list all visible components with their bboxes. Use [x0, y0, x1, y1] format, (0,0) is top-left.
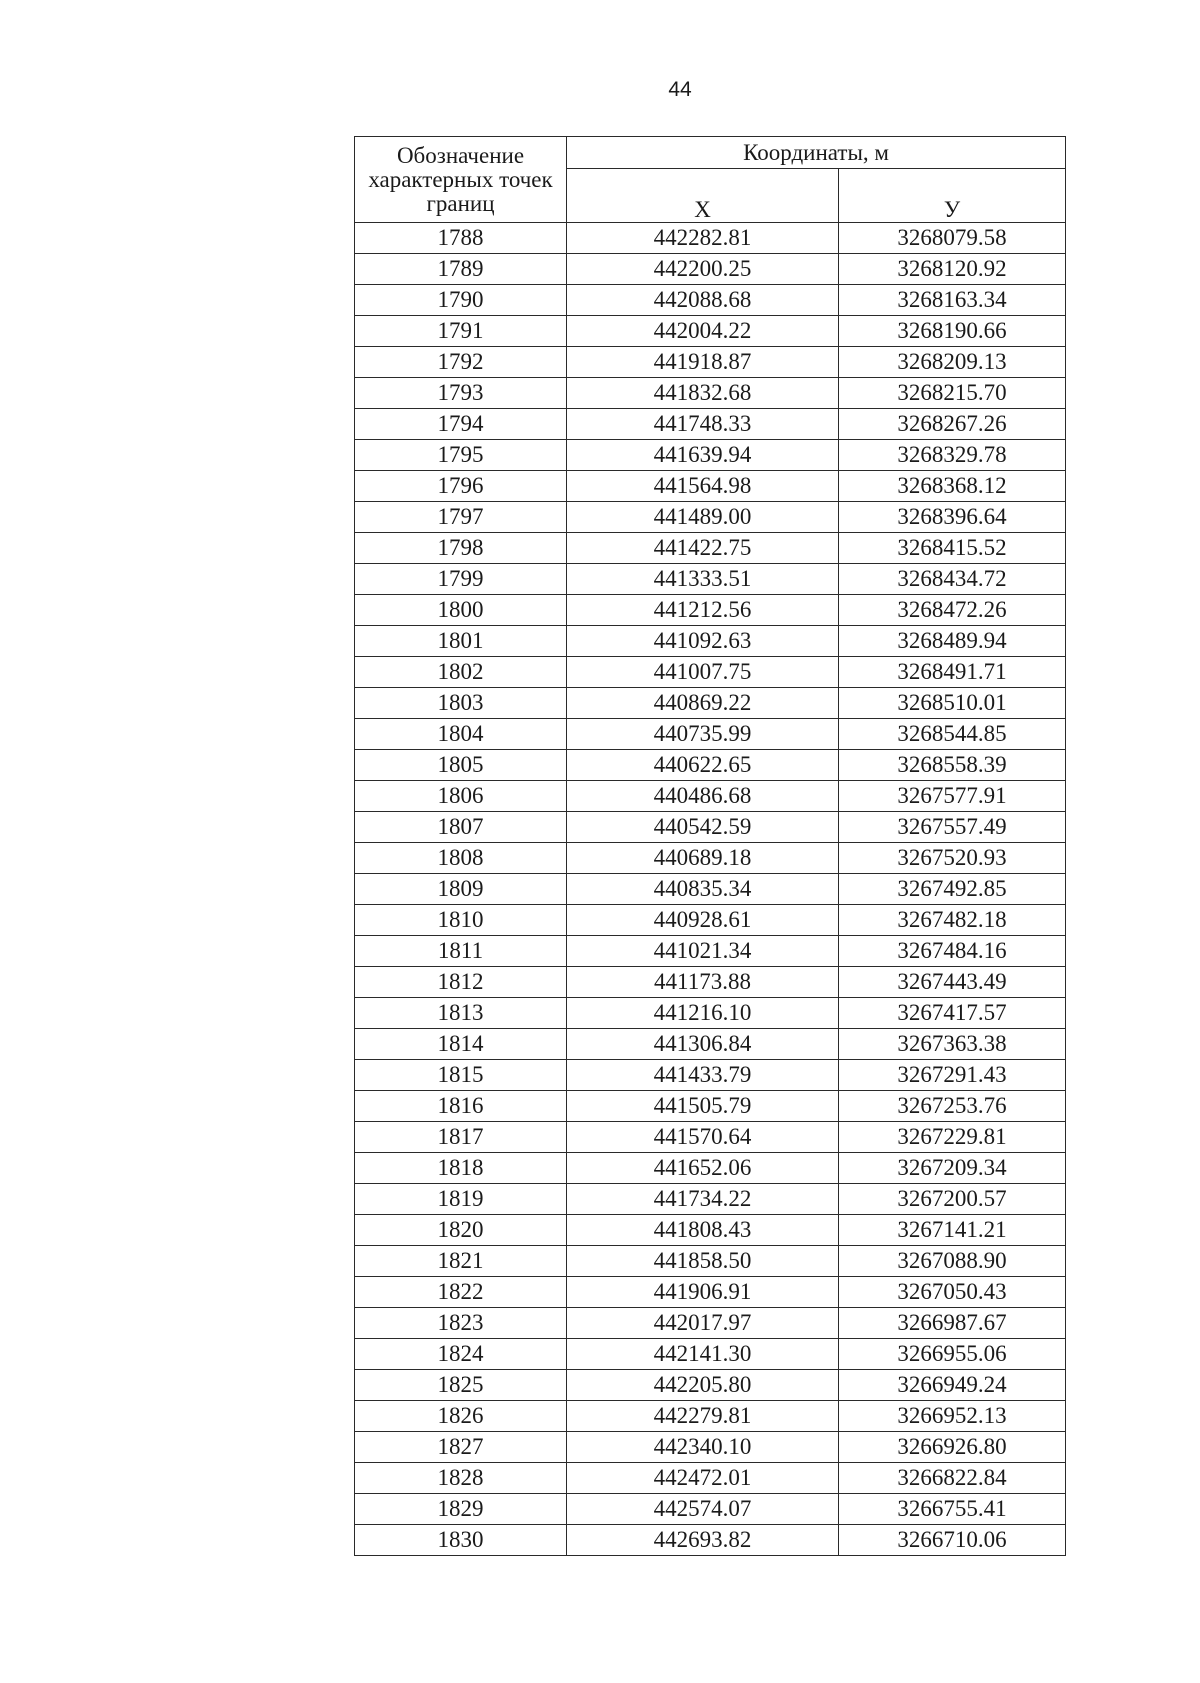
- point-cell: 1799: [355, 564, 567, 595]
- point-cell: 1789: [355, 254, 567, 285]
- y-cell: 3267253.76: [839, 1091, 1066, 1122]
- point-cell: 1796: [355, 471, 567, 502]
- point-cell: 1801: [355, 626, 567, 657]
- y-cell: 3268472.26: [839, 595, 1066, 626]
- x-cell: 441564.98: [567, 471, 839, 502]
- y-cell: 3268510.01: [839, 688, 1066, 719]
- point-cell: 1806: [355, 781, 567, 812]
- x-cell: 440869.22: [567, 688, 839, 719]
- y-cell: 3266949.24: [839, 1370, 1066, 1401]
- x-cell: 441906.91: [567, 1277, 839, 1308]
- point-cell: 1788: [355, 223, 567, 254]
- point-cell: 1791: [355, 316, 567, 347]
- x-cell: 442340.10: [567, 1432, 839, 1463]
- y-cell: 3267050.43: [839, 1277, 1066, 1308]
- point-cell: 1818: [355, 1153, 567, 1184]
- y-cell: 3268215.70: [839, 378, 1066, 409]
- y-cell: 3268120.92: [839, 254, 1066, 285]
- point-cell: 1804: [355, 719, 567, 750]
- point-cell: 1814: [355, 1029, 567, 1060]
- point-cell: 1829: [355, 1494, 567, 1525]
- table-row: [355, 936, 1066, 967]
- y-cell: 3267417.57: [839, 998, 1066, 1029]
- table-row: [355, 998, 1066, 1029]
- table-row: [355, 874, 1066, 905]
- x-cell: 442472.01: [567, 1463, 839, 1494]
- y-cell: 3267492.85: [839, 874, 1066, 905]
- y-cell: 3267363.38: [839, 1029, 1066, 1060]
- table-row: [355, 223, 1066, 254]
- point-cell: 1827: [355, 1432, 567, 1463]
- coordinates-table: [354, 136, 1066, 1556]
- point-cell: 1797: [355, 502, 567, 533]
- table-row: [355, 440, 1066, 471]
- point-cell: 1816: [355, 1091, 567, 1122]
- y-cell: 3266822.84: [839, 1463, 1066, 1494]
- table-row: [355, 1277, 1066, 1308]
- y-cell: 3267209.34: [839, 1153, 1066, 1184]
- point-cell: 1825: [355, 1370, 567, 1401]
- table-row: [355, 502, 1066, 533]
- header-y: У: [839, 169, 1066, 223]
- x-cell: 441433.79: [567, 1060, 839, 1091]
- table-row: [355, 1463, 1066, 1494]
- y-cell: 3266987.67: [839, 1308, 1066, 1339]
- table-row: [355, 1184, 1066, 1215]
- x-cell: 441489.00: [567, 502, 839, 533]
- x-cell: 442004.22: [567, 316, 839, 347]
- x-cell: 441808.43: [567, 1215, 839, 1246]
- point-cell: 1790: [355, 285, 567, 316]
- point-cell: 1802: [355, 657, 567, 688]
- point-cell: 1813: [355, 998, 567, 1029]
- table-row: [355, 1122, 1066, 1153]
- y-cell: 3266955.06: [839, 1339, 1066, 1370]
- table-row: [355, 533, 1066, 564]
- x-cell: 442088.68: [567, 285, 839, 316]
- table-row: [355, 1091, 1066, 1122]
- header-x: Х: [567, 169, 839, 223]
- x-cell: 440928.61: [567, 905, 839, 936]
- page-number: 44: [668, 78, 692, 101]
- y-cell: 3268489.94: [839, 626, 1066, 657]
- x-cell: 441748.33: [567, 409, 839, 440]
- table-row: [355, 378, 1066, 409]
- point-cell: 1828: [355, 1463, 567, 1494]
- table-row: [355, 905, 1066, 936]
- point-cell: 1820: [355, 1215, 567, 1246]
- point-cell: 1819: [355, 1184, 567, 1215]
- point-cell: 1811: [355, 936, 567, 967]
- y-cell: 3268544.85: [839, 719, 1066, 750]
- table-row: [355, 409, 1066, 440]
- x-cell: 441306.84: [567, 1029, 839, 1060]
- y-cell: 3268267.26: [839, 409, 1066, 440]
- point-cell: 1810: [355, 905, 567, 936]
- x-cell: 440689.18: [567, 843, 839, 874]
- x-cell: 441216.10: [567, 998, 839, 1029]
- y-cell: 3267557.49: [839, 812, 1066, 843]
- x-cell: 441832.68: [567, 378, 839, 409]
- table-row: [355, 1060, 1066, 1091]
- x-cell: 442282.81: [567, 223, 839, 254]
- x-cell: 441858.50: [567, 1246, 839, 1277]
- x-cell: 442017.97: [567, 1308, 839, 1339]
- header-point-designation: Обозначение характерных точек границ: [355, 137, 567, 223]
- point-cell: 1824: [355, 1339, 567, 1370]
- table-row: [355, 1370, 1066, 1401]
- y-cell: 3268163.34: [839, 285, 1066, 316]
- table-row: [355, 1401, 1066, 1432]
- table-row: [355, 347, 1066, 378]
- y-cell: 3268491.71: [839, 657, 1066, 688]
- point-cell: 1830: [355, 1525, 567, 1556]
- point-cell: 1812: [355, 967, 567, 998]
- y-cell: 3267443.49: [839, 967, 1066, 998]
- table-row: [355, 626, 1066, 657]
- x-cell: 441212.56: [567, 595, 839, 626]
- x-cell: 442574.07: [567, 1494, 839, 1525]
- point-cell: 1815: [355, 1060, 567, 1091]
- table-row: [355, 564, 1066, 595]
- y-cell: 3267141.21: [839, 1215, 1066, 1246]
- y-cell: 3268329.78: [839, 440, 1066, 471]
- x-cell: 440542.59: [567, 812, 839, 843]
- x-cell: 441570.64: [567, 1122, 839, 1153]
- table-row: [355, 1246, 1066, 1277]
- x-cell: 441173.88: [567, 967, 839, 998]
- table-row: [355, 750, 1066, 781]
- point-cell: 1821: [355, 1246, 567, 1277]
- y-cell: 3268558.39: [839, 750, 1066, 781]
- table-row: [355, 595, 1066, 626]
- point-cell: 1822: [355, 1277, 567, 1308]
- y-cell: 3266755.41: [839, 1494, 1066, 1525]
- x-cell: 440622.65: [567, 750, 839, 781]
- x-cell: 442141.30: [567, 1339, 839, 1370]
- table-row: [355, 657, 1066, 688]
- table-row: [355, 843, 1066, 874]
- table-row: [355, 688, 1066, 719]
- table-row: [355, 1494, 1066, 1525]
- y-cell: 3268396.64: [839, 502, 1066, 533]
- x-cell: 441333.51: [567, 564, 839, 595]
- table-row: [355, 316, 1066, 347]
- y-cell: 3268209.13: [839, 347, 1066, 378]
- y-cell: 3267229.81: [839, 1122, 1066, 1153]
- y-cell: 3268368.12: [839, 471, 1066, 502]
- table-row: [355, 719, 1066, 750]
- x-cell: 441021.34: [567, 936, 839, 967]
- table-row: [355, 967, 1066, 998]
- point-cell: 1826: [355, 1401, 567, 1432]
- y-cell: 3266952.13: [839, 1401, 1066, 1432]
- point-cell: 1807: [355, 812, 567, 843]
- y-cell: 3268079.58: [839, 223, 1066, 254]
- table-row: [355, 254, 1066, 285]
- point-cell: 1803: [355, 688, 567, 719]
- table-row: [355, 1029, 1066, 1060]
- header-coordinates: Координаты, м: [567, 137, 1066, 169]
- point-cell: 1798: [355, 533, 567, 564]
- x-cell: 441652.06: [567, 1153, 839, 1184]
- x-cell: 441092.63: [567, 626, 839, 657]
- y-cell: 3267484.16: [839, 936, 1066, 967]
- point-cell: 1800: [355, 595, 567, 626]
- x-cell: 441918.87: [567, 347, 839, 378]
- y-cell: 3268190.66: [839, 316, 1066, 347]
- x-cell: 442279.81: [567, 1401, 839, 1432]
- point-cell: 1817: [355, 1122, 567, 1153]
- x-cell: 442693.82: [567, 1525, 839, 1556]
- point-cell: 1794: [355, 409, 567, 440]
- table-row: [355, 1339, 1066, 1370]
- y-cell: 3267520.93: [839, 843, 1066, 874]
- x-cell: 440486.68: [567, 781, 839, 812]
- table-row: [355, 1525, 1066, 1556]
- point-cell: 1793: [355, 378, 567, 409]
- y-cell: 3266926.80: [839, 1432, 1066, 1463]
- table-row: [355, 1153, 1066, 1184]
- point-cell: 1805: [355, 750, 567, 781]
- point-cell: 1823: [355, 1308, 567, 1339]
- y-cell: 3268434.72: [839, 564, 1066, 595]
- x-cell: 440835.34: [567, 874, 839, 905]
- table-row: [355, 812, 1066, 843]
- x-cell: 441422.75: [567, 533, 839, 564]
- x-cell: 441505.79: [567, 1091, 839, 1122]
- x-cell: 442205.80: [567, 1370, 839, 1401]
- table-row: [355, 1432, 1066, 1463]
- point-cell: 1795: [355, 440, 567, 471]
- x-cell: 441639.94: [567, 440, 839, 471]
- y-cell: 3268415.52: [839, 533, 1066, 564]
- table-row: [355, 285, 1066, 316]
- table-row: [355, 1308, 1066, 1339]
- point-cell: 1809: [355, 874, 567, 905]
- y-cell: 3267577.91: [839, 781, 1066, 812]
- y-cell: 3267482.18: [839, 905, 1066, 936]
- table-row: [355, 781, 1066, 812]
- x-cell: 442200.25: [567, 254, 839, 285]
- table-header: [355, 137, 1066, 223]
- table-row: [355, 471, 1066, 502]
- x-cell: 441007.75: [567, 657, 839, 688]
- y-cell: 3267088.90: [839, 1246, 1066, 1277]
- y-cell: 3266710.06: [839, 1525, 1066, 1556]
- y-cell: 3267200.57: [839, 1184, 1066, 1215]
- x-cell: 440735.99: [567, 719, 839, 750]
- table-row: [355, 1215, 1066, 1246]
- y-cell: 3267291.43: [839, 1060, 1066, 1091]
- table-body: [355, 223, 1066, 1556]
- x-cell: 441734.22: [567, 1184, 839, 1215]
- point-cell: 1808: [355, 843, 567, 874]
- point-cell: 1792: [355, 347, 567, 378]
